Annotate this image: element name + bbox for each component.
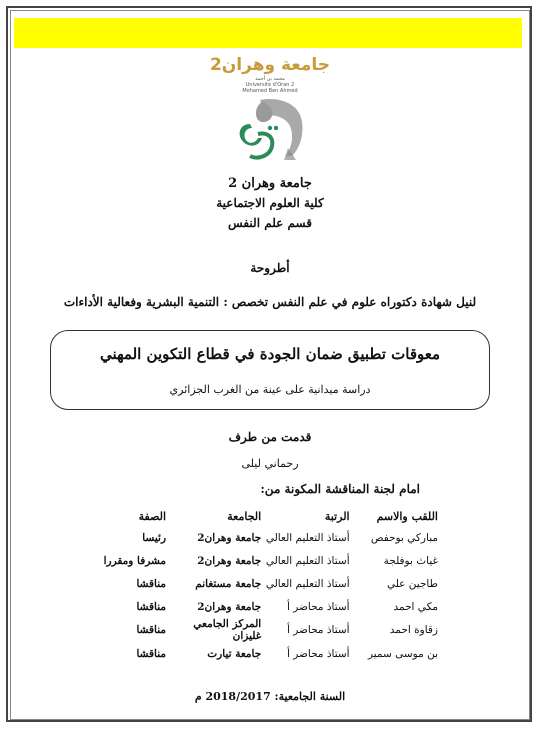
member-rank: أستاذ محاضر أ <box>286 647 350 660</box>
member-rank: أستاذ التعليم العالي <box>265 554 350 567</box>
thesis-title: معوقات تطبيق ضمان الجودة في قطاع التكوين المهني <box>99 345 441 363</box>
academic-year: السنة الجامعية: 2018/2017 م <box>194 690 346 703</box>
member-rank: أستاذ التعليم العالي <box>265 577 350 590</box>
member-role: مشرفا ومقررا <box>103 554 167 567</box>
member-name: زقاوة احمد <box>389 624 438 636</box>
green-letter-icon <box>240 124 279 158</box>
university-logo <box>200 52 340 167</box>
member-university: جامعة مستغانم <box>195 577 262 590</box>
member-university: جامعة وهران2 <box>197 554 262 567</box>
author-name: رحماني ليلى <box>241 457 299 470</box>
title-box <box>50 330 490 410</box>
thesis-type: أطروحة <box>250 261 290 275</box>
member-university: جامعة وهران2 <box>197 600 262 613</box>
header-name: اللقب والاسم <box>376 509 438 523</box>
table-row <box>100 526 440 549</box>
logo-arabic-text: جامعة وهران2 <box>209 55 331 75</box>
member-name: بن موسى سمير <box>367 647 438 660</box>
member-university: المركز الجامعي غليزان <box>193 618 262 642</box>
member-role: مناقشا <box>136 647 167 660</box>
header-rank: الرتبة <box>324 509 350 523</box>
logo-small-arabic: محمد بن أحمد <box>255 76 285 82</box>
committee-table <box>100 506 440 665</box>
member-university: جامعة تيارت <box>207 647 262 660</box>
member-role: مناقشا <box>136 577 167 590</box>
thesis-degree: لنيل شهادة دكتوراه علوم في علم النفس تخصص : التنمية البشرية وفعالية الأداءات <box>63 295 477 309</box>
member-name: غياث بوفلجة <box>383 554 438 567</box>
submitted-by-label: قدمت من طرف <box>228 430 312 444</box>
member-role: مناقشا <box>136 600 167 613</box>
member-name: مكي احمد <box>393 600 438 613</box>
committee-label: امام لجنة المناقشة المكونة من: <box>260 482 420 496</box>
committee-header-row <box>100 506 440 526</box>
department-name: قسم علم النفس <box>228 216 312 230</box>
table-row <box>100 549 440 572</box>
member-name: مباركي بوحفص <box>370 531 438 544</box>
university-name: جامعة وهران 2 <box>228 176 312 191</box>
logo-latin-line1: Université d'Oran 2 <box>245 82 295 88</box>
table-row <box>100 572 440 595</box>
top-yellow-bar <box>14 18 522 48</box>
member-role: رئيسا <box>142 531 167 544</box>
table-row <box>100 618 440 642</box>
member-university: جامعة وهران2 <box>197 531 262 544</box>
header-university: الجامعة <box>227 509 262 523</box>
member-rank: أستاذ محاضر أ <box>286 624 350 636</box>
member-name: طاجين علي <box>386 577 438 590</box>
logo-latin-line2: Mohamed Ben Ahmed <box>242 88 298 94</box>
table-row <box>100 642 440 665</box>
member-rank: أستاذ التعليم العالي <box>265 531 350 544</box>
lion-icon <box>256 99 303 160</box>
table-row <box>100 595 440 618</box>
member-role: مناقشا <box>136 624 167 636</box>
faculty-name: كلية العلوم الاجتماعية <box>216 196 324 210</box>
member-rank: أستاذ محاضر أ <box>286 600 350 613</box>
thesis-subtitle: دراسة ميدانية على عينة من الغرب الجزائري <box>169 383 371 396</box>
header-role: الصفة <box>138 509 167 523</box>
